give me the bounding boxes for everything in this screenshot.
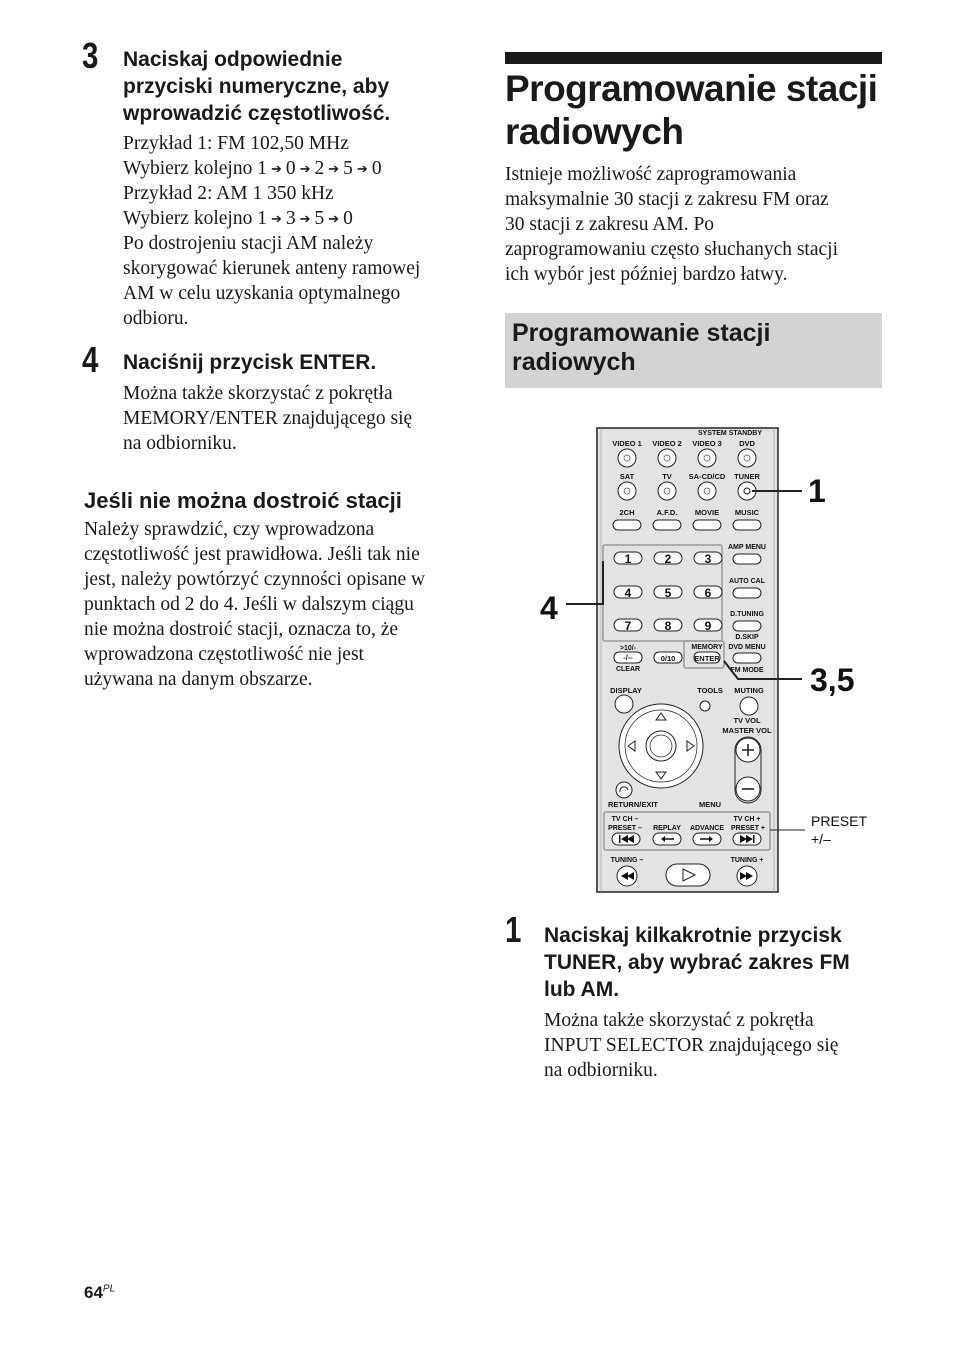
body-line: 30 stacji z zakresu AM. Po (505, 214, 715, 235)
page-lang: PL (102, 1283, 116, 1295)
example-1: Przykład 1: FM 102,50 MHz (123, 133, 349, 154)
seq-digit: 0 (343, 208, 353, 229)
step-4-body (123, 381, 412, 456)
sequence-1 (123, 156, 420, 181)
afd-button[interactable] (653, 520, 681, 530)
callout-35: 3,5 (810, 662, 855, 698)
example-2: Przykład 2: AM 1 350 kHz (123, 183, 334, 204)
digit-1-label: 1 (624, 552, 632, 566)
body-line: zaprogramowaniu często słuchanych stacji (505, 239, 838, 260)
dpad-center-button[interactable] (646, 731, 676, 761)
intro-text (505, 162, 838, 287)
video2-button[interactable] (658, 449, 676, 467)
fm-mode-button[interactable] (733, 653, 761, 663)
remote-control-illustration (520, 420, 890, 900)
step-4-number: 4 (82, 339, 99, 380)
body-line: INPUT SELECTOR znajdującego się (544, 1035, 839, 1056)
body-line: Istnieje możliwość zaprogramowania (505, 164, 797, 185)
sequence-prefix: Wybierz kolejno (123, 208, 253, 229)
zero-label: 0/10 (660, 654, 676, 663)
seq-digit: 5 (314, 208, 325, 229)
troubleshoot-body (84, 517, 425, 692)
body-line: Należy sprawdzić, czy wprowadzona (84, 519, 375, 540)
title-line: Programowanie stacji (505, 68, 878, 109)
advance-label: ADVANCE (689, 825, 725, 832)
preset-callout-line2: +/– (811, 831, 831, 847)
note-line: skorygować kierunek anteny ramowej (123, 258, 421, 279)
body-line: wprowadzona częstotliwość nie jest (84, 644, 364, 665)
section-heading (512, 319, 770, 377)
sacd-label: SA-CD/CD (688, 472, 726, 481)
note-line: Po dostrojeniu stacji AM należy (123, 233, 374, 254)
title-line: radiowych (505, 111, 684, 152)
video3-button[interactable] (698, 449, 716, 467)
sacd-button[interactable] (698, 482, 716, 500)
arrow-right-icon: ➔ (270, 161, 282, 176)
movie-label: MOVIE (694, 508, 720, 517)
arrow-right-icon: ➔ (299, 211, 311, 226)
heading-line: wprowadzić częstotliwość. (123, 102, 391, 125)
memory-label: MEMORY (691, 644, 723, 651)
body-line: używana na danym obszarze. (84, 669, 313, 690)
seq-digit: 0 (285, 158, 296, 179)
heading-line: TUNER, aby wybrać zakres FM (544, 951, 850, 974)
heading-line: Naciskaj odpowiednie (123, 48, 343, 71)
amp-menu-button[interactable] (733, 554, 761, 564)
note-line: odbioru. (123, 308, 189, 329)
d-skip-label: D.SKIP (735, 634, 759, 641)
step-1-number: 1 (505, 909, 522, 950)
digit-4-label: 4 (624, 586, 632, 600)
system-standby-label: SYSTEM STANDBY (697, 430, 763, 437)
auto-cal-button[interactable] (733, 588, 761, 598)
d-tuning-label: D.TUNING (730, 611, 764, 618)
body-line: jest, należy powtórzyć czynności opisane w (84, 569, 426, 590)
seq-digit: 2 (314, 158, 325, 179)
heading-line: lub AM. (544, 978, 620, 1001)
digit-3-label: 3 (704, 552, 712, 566)
afd-label: A.F.D. (656, 508, 678, 517)
section-heading-bar (505, 313, 882, 388)
display-button[interactable] (615, 695, 633, 713)
2ch-button[interactable] (613, 520, 641, 530)
dvd-button[interactable] (738, 449, 756, 467)
sat-label: SAT (619, 472, 635, 481)
body-line: Można także skorzystać z pokrętła (544, 1010, 814, 1031)
preset-callout-line1: PRESET (811, 813, 868, 829)
video3-label: VIDEO 3 (692, 439, 722, 448)
tv-ch-minus-label: TV CH – (611, 816, 639, 823)
tools-label: TOOLS (697, 686, 723, 695)
callout-1: 1 (808, 473, 826, 509)
tv-ch-plus-label: TV CH + (733, 816, 761, 823)
section-line: Programowanie stacji (512, 319, 771, 347)
digit-5-label: 5 (664, 586, 672, 600)
body-line: ich wybór jest później bardzo łatwy. (505, 264, 788, 285)
d-tuning-button[interactable] (733, 621, 761, 631)
seq-digit: 1 (257, 158, 267, 179)
display-label: DISPLAY (610, 686, 642, 695)
muting-button[interactable] (740, 697, 758, 715)
preset-minus-label: PRESET – (608, 825, 642, 832)
menu-label: MENU (698, 800, 722, 809)
arrow-right-icon: ➔ (328, 211, 340, 226)
step-3-number: 3 (82, 35, 99, 76)
arrow-right-icon: ➔ (328, 161, 340, 176)
heading-line: Naciskaj kilkakrotnie przycisk (544, 924, 842, 947)
body-line: punktach od 2 do 4. Jeśli w dalszym ciągu (84, 594, 414, 615)
seq-digit: 1 (257, 208, 267, 229)
tools-button[interactable] (700, 701, 710, 711)
body-line: na odbiorniku. (544, 1060, 658, 1081)
arrow-right-icon: ➔ (356, 161, 368, 176)
body-line: częstotliwość jest prawidłowa. Jeśli tak nie (84, 544, 420, 565)
seq-digit: 0 (371, 158, 382, 179)
body-line: na odbiorniku. (123, 433, 237, 454)
note-line: AM w celu uzyskania optymalnego (123, 283, 401, 304)
digit-7-label: 7 (624, 619, 632, 633)
page-number-value: 64 (84, 1283, 103, 1302)
ten-label: >10/- (619, 645, 637, 652)
seq-digit: 5 (343, 158, 353, 179)
step-4-heading: Naciśnij przycisk ENTER. (123, 351, 377, 374)
tv-label: TV (662, 472, 672, 481)
body-line: maksymalnie 30 stacji z zakresu FM oraz (505, 189, 829, 210)
digit-8-label: 8 (664, 619, 672, 633)
tuner-label: TUNER (734, 472, 760, 481)
troubleshoot-heading: Jeśli nie można dostroić stacji (84, 488, 402, 513)
body-line: nie można dostroić stacji, oznacza to, że (84, 619, 399, 640)
sequence-2 (123, 206, 420, 231)
dvd-label: DVD (739, 439, 755, 448)
digit-2-label: 2 (664, 552, 672, 566)
tv-vol-label: TV VOL (733, 716, 761, 725)
amp-menu-label: AMP MENU (728, 544, 766, 551)
muting-label: MUTING (734, 686, 764, 695)
2ch-label: 2CH (619, 508, 635, 517)
arrow-right-icon: ➔ (299, 161, 311, 176)
video2-label: VIDEO 2 (652, 439, 682, 448)
enter-label: ENTER (694, 654, 720, 663)
heading-line: przyciski numeryczne, aby (123, 75, 390, 98)
sequence-prefix: Wybierz kolejno (123, 158, 253, 179)
music-label: MUSIC (734, 508, 760, 517)
body-line: Można także skorzystać z pokrętła (123, 383, 393, 404)
master-vol-label: MASTER VOL (722, 726, 772, 735)
sat-button[interactable] (618, 482, 636, 500)
preset-plus-label: PRESET + (730, 825, 766, 832)
fm-mode-label: FM MODE (730, 667, 764, 674)
section-line: radiowych (512, 348, 636, 376)
arrow-right-icon: ➔ (270, 211, 282, 226)
callout-4: 4 (540, 590, 558, 626)
music-button[interactable] (733, 520, 761, 530)
page-title (505, 67, 877, 153)
digit-9-label: 9 (704, 619, 712, 633)
step-3-heading (123, 46, 390, 127)
tuning-plus-label: TUNING + (730, 857, 764, 864)
title-rule (505, 52, 882, 64)
return-exit-label: RETURN/EXIT (607, 800, 659, 809)
step-3-body (123, 131, 420, 331)
body-line: MEMORY/ENTER znajdującego się (123, 408, 413, 429)
seq-digit: 3 (285, 208, 296, 229)
play-button[interactable] (666, 864, 710, 886)
video1-label: VIDEO 1 (612, 439, 642, 448)
return-button[interactable] (616, 782, 632, 798)
auto-cal-label: AUTO CAL (728, 578, 766, 585)
step-1-heading (544, 922, 850, 1003)
clear-label: CLEAR (615, 666, 641, 673)
tv-button[interactable] (658, 482, 676, 500)
digit-6-label: 6 (704, 586, 712, 600)
page-number (84, 1283, 115, 1303)
ten-sub-label: -/-- (623, 653, 633, 662)
movie-button[interactable] (693, 520, 721, 530)
step-1-body (544, 1008, 838, 1083)
dvd-menu-label: DVD MENU (728, 644, 766, 651)
video1-button[interactable] (618, 449, 636, 467)
tuning-minus-label: TUNING – (610, 857, 644, 864)
replay-label: REPLAY (653, 825, 681, 832)
